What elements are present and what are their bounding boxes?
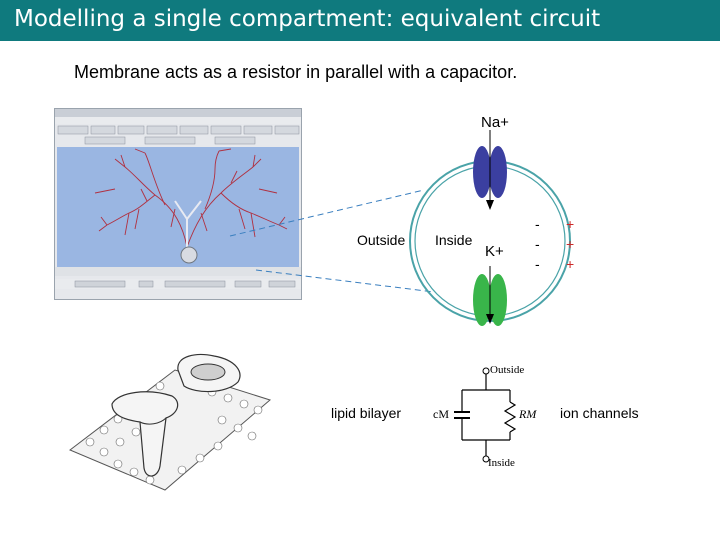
- cm-label: cM: [433, 407, 449, 421]
- callout-line-upper: [230, 190, 424, 236]
- charge-minus-2: -: [535, 236, 540, 252]
- slide-subtitle: Membrane acts as a resistor in parallel with a capacitor.: [74, 62, 518, 82]
- lipid-bilayer-label: lipid bilayer: [331, 405, 402, 421]
- na-label: Na+: [481, 114, 509, 131]
- outside-label: Outside: [357, 232, 406, 248]
- equivalent-circuit: [454, 374, 515, 456]
- slide-title: Modelling a single compartment: equivalent circuit: [14, 6, 601, 32]
- charge-minus-1: -: [535, 216, 540, 232]
- rm-label: RM: [519, 407, 537, 421]
- circuit-terminal-outside: [483, 368, 489, 374]
- charge-plus-2: +: [566, 236, 575, 252]
- circuit-inside-label: Inside: [488, 457, 515, 469]
- k-label: K+: [485, 243, 504, 260]
- charge-minus-3: -: [535, 256, 540, 272]
- charge-plus-1: +: [566, 216, 575, 232]
- inside-label: Inside: [435, 232, 473, 248]
- membrane-sketch-icon: [70, 355, 270, 490]
- ion-channels-label: ion channels: [560, 405, 639, 421]
- charge-plus-3: +: [566, 256, 575, 272]
- na-arrowhead: [486, 200, 494, 210]
- circuit-outside-label: Outside: [490, 364, 525, 376]
- callout-line-lower: [256, 270, 434, 292]
